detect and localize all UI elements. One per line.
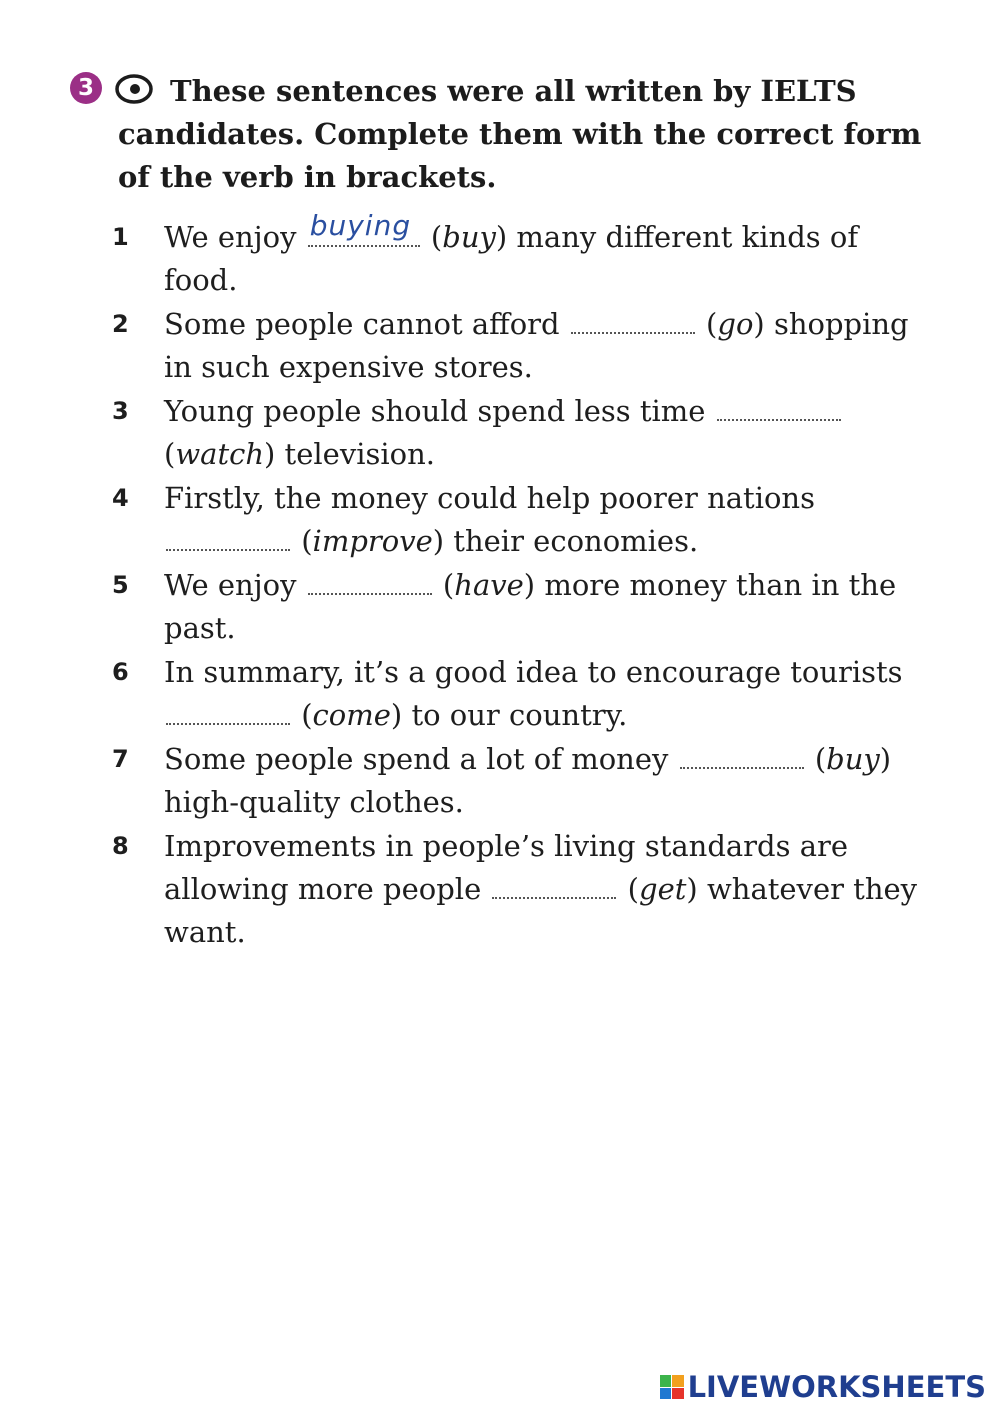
- item-number: 1: [112, 223, 129, 251]
- answer-blank[interactable]: [492, 871, 616, 899]
- sentence-item: 8 Improvements in people’s living standards are allowing more people (get) whatever they want.: [112, 825, 932, 954]
- answer-blank[interactable]: [717, 393, 841, 421]
- verb-hint: improve: [312, 524, 433, 558]
- exercise-instruction: These sentences were all written by IELTS candidates. Complete them with the correct form of the verb in brackets.: [118, 74, 922, 194]
- sentence-text: Improvements in people’s living standards are allowing more people: [164, 829, 849, 906]
- sentence-text: In summary, it’s a good idea to encourage tourists: [164, 655, 903, 689]
- sentence-item: 6 In summary, it’s a good idea to encourage tourists (come) to our country.: [112, 651, 932, 737]
- sentence-text: Some people spend a lot of money: [164, 742, 678, 776]
- verb-hint: buy: [442, 220, 496, 254]
- exercise-header: [70, 70, 940, 199]
- sentence-item: 5 We enjoy (have) more money than in the past.: [112, 564, 932, 650]
- handwritten-answer: buying: [309, 209, 412, 242]
- sentence-item: 3 Young people should spend less time (watch) television.: [112, 390, 932, 476]
- item-number: 2: [112, 310, 129, 338]
- liveworksheets-logo-icon: [660, 1375, 684, 1399]
- item-number: 4: [112, 484, 129, 512]
- answer-blank[interactable]: [571, 306, 695, 334]
- sentence-text: shopping in such expensive stores.: [164, 307, 909, 384]
- sentence-text: high-quality clothes.: [164, 785, 464, 819]
- sentence-text: to our country.: [402, 698, 628, 732]
- verb-hint: go: [717, 307, 754, 341]
- verb-hint: watch: [175, 437, 265, 471]
- sentence-item: 7 Some people spend a lot of money (buy) high-quality clothes.: [112, 738, 932, 824]
- sentence-text: more money than in the past.: [164, 568, 897, 645]
- sentence-text: many different kinds of food.: [164, 220, 859, 297]
- sentence-text: their economies.: [444, 524, 699, 558]
- verb-hint: buy: [826, 742, 880, 776]
- item-number: 8: [112, 832, 129, 860]
- liveworksheets-footer: [660, 1370, 986, 1404]
- sentence-text: Some people cannot afford: [164, 307, 569, 341]
- item-number: 6: [112, 658, 129, 686]
- sentence-text: television.: [275, 437, 435, 471]
- answer-blank-filled[interactable]: [308, 209, 420, 247]
- answer-blank[interactable]: [166, 697, 290, 725]
- item-number: 3: [112, 397, 129, 425]
- answer-blank[interactable]: [680, 741, 804, 769]
- sentence-text: whatever they want.: [164, 872, 918, 949]
- sentence-item: 4 Firstly, the money could help poorer nations (improve) their economies.: [112, 477, 932, 563]
- eye-icon: [114, 72, 154, 106]
- sentence-text: Firstly, the money could help poorer nations: [164, 481, 815, 515]
- sentence-list: [112, 209, 932, 955]
- sentence-item: 1 We enjoy buying (buy) many different kinds of food.: [112, 216, 932, 302]
- item-number: 5: [112, 571, 129, 599]
- sentence-text: Young people should spend less time: [164, 394, 715, 428]
- sentence-item: 2 Some people cannot afford (go) shopping in such expensive stores.: [112, 303, 932, 389]
- verb-hint: come: [312, 698, 391, 732]
- item-number: 7: [112, 745, 129, 773]
- sentence-text: We enjoy: [164, 568, 306, 602]
- exercise-number-badge: 3: [70, 72, 102, 104]
- verb-hint: get: [639, 872, 687, 906]
- answer-blank[interactable]: [166, 523, 290, 551]
- sentence-text: We enjoy: [164, 220, 306, 254]
- verb-hint: have: [454, 568, 524, 602]
- answer-blank[interactable]: [308, 567, 432, 595]
- brand-name: LIVEWORKSHEETS: [687, 1370, 986, 1404]
